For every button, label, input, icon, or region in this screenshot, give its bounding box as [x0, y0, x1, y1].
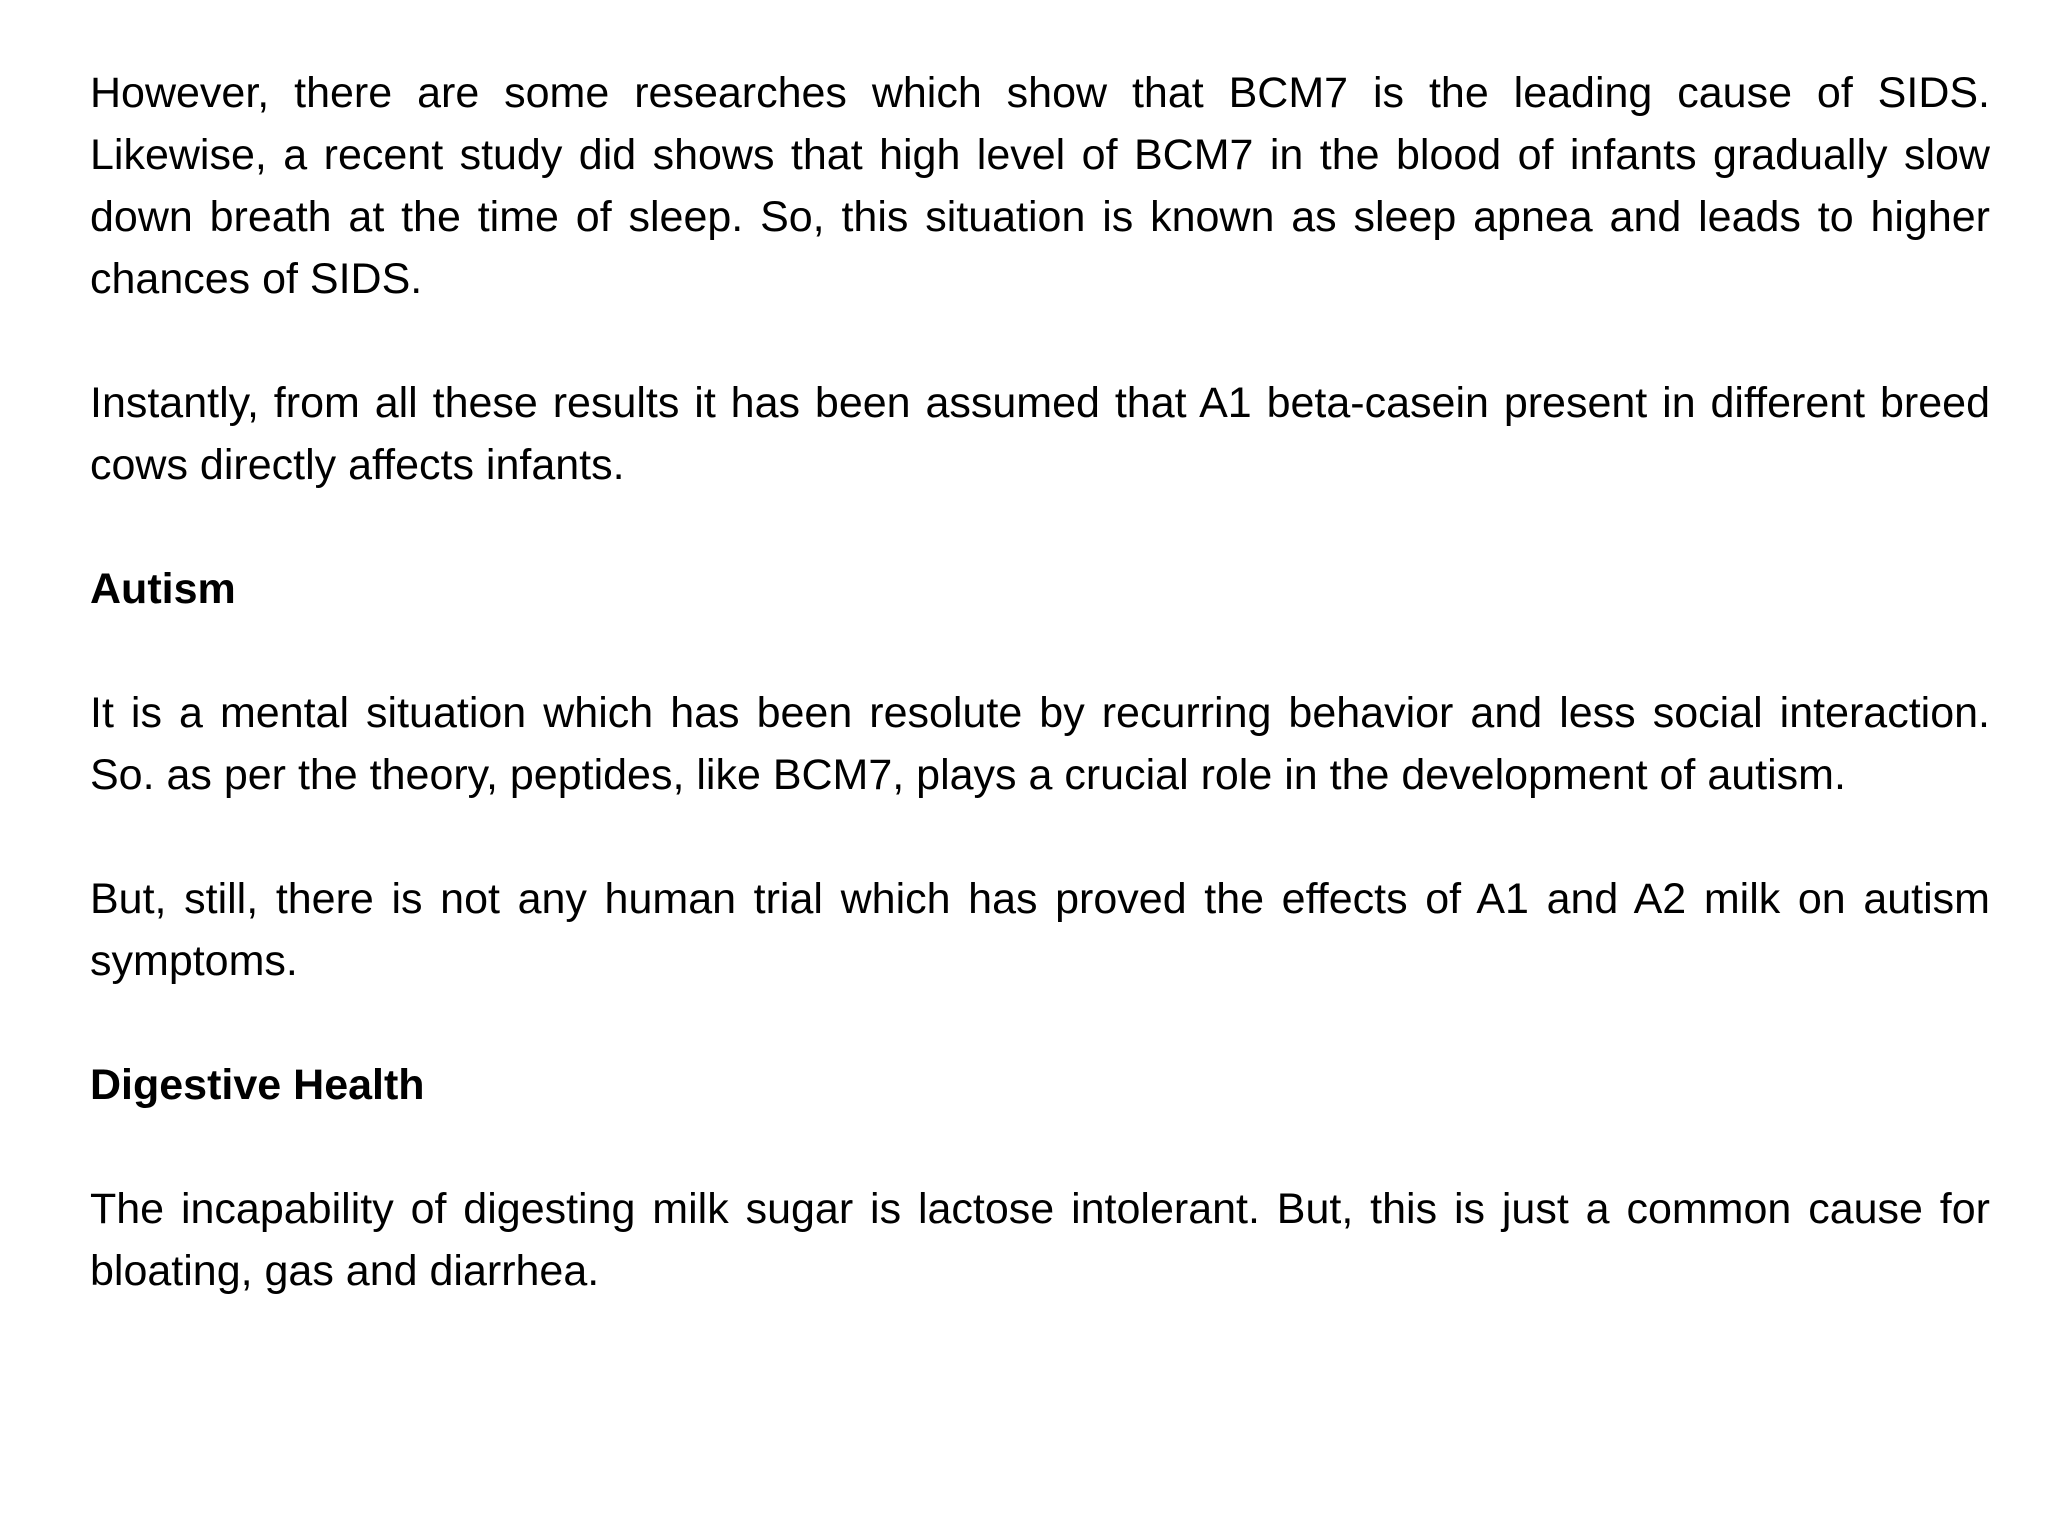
heading-autism: Autism — [90, 565, 236, 613]
paragraph-human-trial: But, still, there is not any human trial which has proved the effects of A1 and A2 milk on autism symptoms. — [90, 875, 1990, 985]
paragraph-autism-description: It is a mental situation which has been resolute by recurring behavior and less social interaction. So. as per the theory, peptides, like BCM7, plays a crucial role in the development of autism. — [90, 689, 1990, 799]
document-page — [90, 62, 1990, 1364]
paragraph-sids: However, there are some researches which show that BCM7 is the leading cause of SIDS. Likewise, a recent study did shows that high level of BCM7 in the blood of infants gradually slow down breath at the time of sleep. So, this situation is known as sleep apnea and leads to higher chances of SIDS. — [90, 69, 1990, 303]
paragraph-lactose-intolerance: The incapability of digesting milk sugar is lactose intolerant. But, this is just a common cause for bloating, gas and diarrhea. — [90, 1185, 1990, 1295]
paragraph-a1-beta-casein: Instantly, from all these results it has been assumed that A1 beta-casein present in different breed cows directly affects infants. — [90, 379, 1990, 489]
heading-digestive-health: Digestive Health — [90, 1061, 425, 1109]
